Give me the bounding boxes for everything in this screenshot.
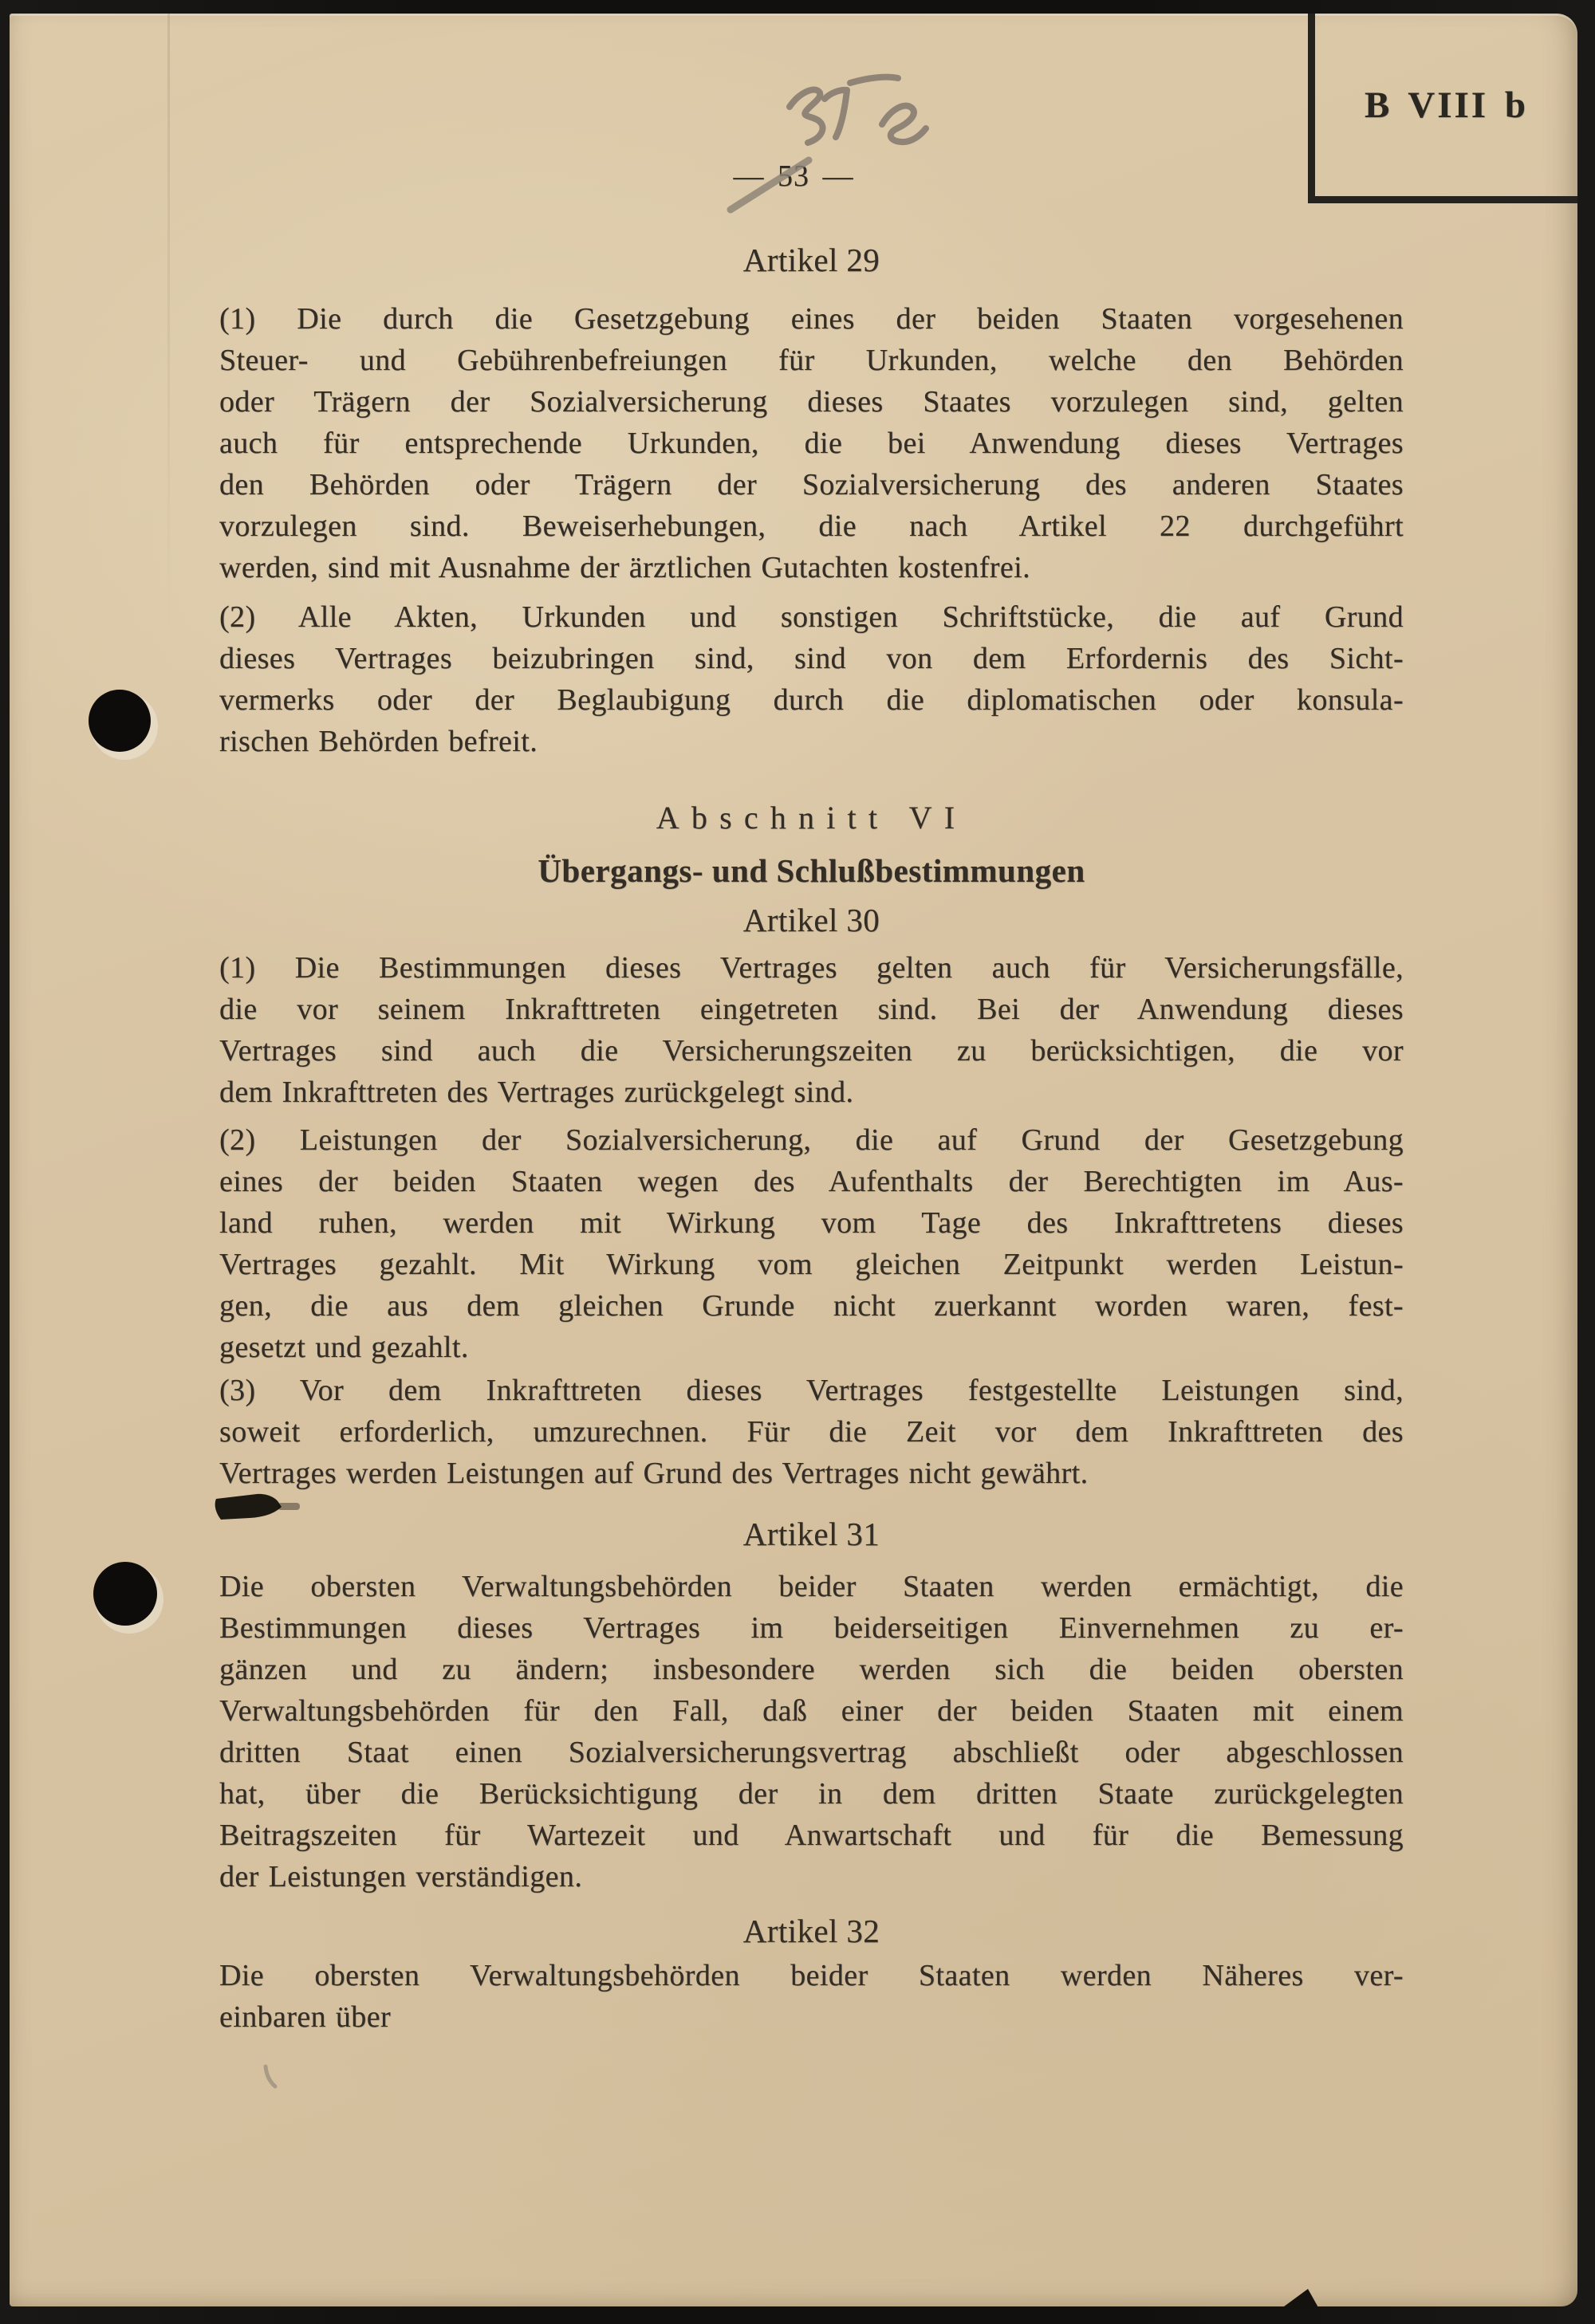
text-line: Vertrages gezahlt. Mit Wirkung vom gleichen Zeitpunkt werden Leistun- — [219, 1248, 1404, 1281]
text-line: (3) Vor dem Inkrafttreten dieses Vertrages festgestellte Leistungen sind, — [219, 1374, 1404, 1407]
heading: Artikel 31 — [742, 1516, 880, 1552]
text-line: vorzulegen sind. Beweiserhebungen, die nach Artikel 22 durchgeführt — [219, 509, 1404, 543]
text-line: gesetzt und gezahlt. — [219, 1331, 469, 1364]
text-line: Beitragszeiten für Wartezeit und Anwartschaft und für die Bemessung — [219, 1819, 1404, 1852]
text-line: hat, über die Berücksichtigung der in dem dritten Staate zurückgelegten — [219, 1777, 1404, 1811]
text-line: (2) Alle Akten, Urkunden und sonstigen Schriftstücke, die auf Grund — [219, 600, 1404, 634]
text-column — [219, 14, 1404, 2038]
page-number: — 53 — — [733, 159, 854, 193]
text-line: land ruhen, werden mit Wirkung vom Tage des Inkrafttretens dieses — [219, 1206, 1404, 1240]
text-line: Bestimmungen dieses Vertrages im beiderseitigen Einvernehmen zu er- — [219, 1611, 1404, 1645]
paragraph — [219, 1955, 1404, 2038]
text-line: werden, sind mit Ausnahme der ärztlichen Gutachten kostenfrei. — [219, 551, 1030, 584]
text-line: Vertrages werden Leistungen auf Grund des Vertrages nicht gewährt. — [219, 1457, 1089, 1490]
text-line: oder Trägern der Sozialversicherung dieses Staates vorzulegen sind, gelten — [219, 385, 1404, 419]
text-line: dieses Vertrages beizubringen sind, sind von dem Erfordernis des Sicht- — [219, 642, 1404, 675]
heading: Artikel 32 — [742, 1913, 880, 1949]
paragraph — [219, 298, 1404, 588]
text-line: (2) Leistungen der Sozialversicherung, die auf Grund der Gesetzgebung — [219, 1123, 1404, 1157]
text-line: eines der beiden Staaten wegen des Aufenthalts der Berechtigten im Aus- — [219, 1165, 1404, 1198]
text-line: gänzen und zu ändern; insbesondere werden sich die beiden obersten — [219, 1653, 1404, 1686]
text-line: rischen Behörden befreit. — [219, 725, 538, 758]
text-line: dritten Staat einen Sozialversicherungsvertrag abschließt oder abgeschlossen — [219, 1736, 1404, 1769]
paragraph — [219, 1566, 1404, 1897]
text-line: auch für entsprechende Urkunden, die bei Anwendung dieses Vertrages — [219, 427, 1404, 460]
heading: Artikel 29 — [742, 242, 880, 278]
text-line: Steuer- und Gebührenbefreiungen für Urkunden, welche den Behörden — [219, 344, 1404, 377]
paper-fold-line — [167, 14, 170, 635]
paper-sheet — [10, 14, 1577, 2306]
text-line: Vertrages sind auch die Versicherungszeiten zu berücksichtigen, die vor — [219, 1034, 1404, 1068]
text-line: gen, die aus dem gleichen Grunde nicht zuerkannt worden waren, fest- — [219, 1289, 1404, 1323]
classification-stamp-text: B VIII b — [1365, 84, 1528, 126]
text-line: einbaren über — [219, 2000, 392, 2034]
paragraph — [219, 947, 1404, 1113]
text-line: dem Inkrafttreten des Vertrages zurückgelegt sind. — [219, 1075, 854, 1109]
heading: Artikel 30 — [742, 902, 880, 938]
paragraph — [219, 596, 1404, 762]
text-line: Die obersten Verwaltungsbehörden beider Staaten werden Näheres ver- — [219, 1959, 1404, 1992]
text-line: vermerks oder der Beglaubigung durch die diplomatischen oder konsula- — [219, 683, 1404, 717]
paragraph — [219, 1370, 1404, 1494]
subsection-heading: Übergangs- und Schlußbestimmungen — [538, 852, 1085, 889]
text-line: Die obersten Verwaltungsbehörden beider Staaten werden ermächtigt, die — [219, 1570, 1404, 1603]
text-line: der Leistungen verständigen. — [219, 1860, 583, 1893]
text-line: den Behörden oder Trägern der Sozialversicherung des anderen Staates — [219, 468, 1404, 501]
text-line: (1) Die durch die Gesetzgebung eines der beiden Staaten vorgesehenen — [219, 302, 1404, 336]
section-heading: Abschnitt VI — [656, 800, 967, 836]
text-line: Verwaltungsbehörden für den Fall, daß einer der beiden Staaten mit einem — [219, 1694, 1404, 1728]
text-line: die vor seinem Inkrafttreten eingetreten sind. Bei der Anwendung dieses — [219, 993, 1404, 1026]
text-line: soweit erforderlich, umzurechnen. Für die Zeit vor dem Inkrafttreten des — [219, 1415, 1404, 1449]
paragraph — [219, 1119, 1404, 1368]
text-line: (1) Die Bestimmungen dieses Vertrages gelten auch für Versicherungsfälle, — [219, 951, 1404, 985]
